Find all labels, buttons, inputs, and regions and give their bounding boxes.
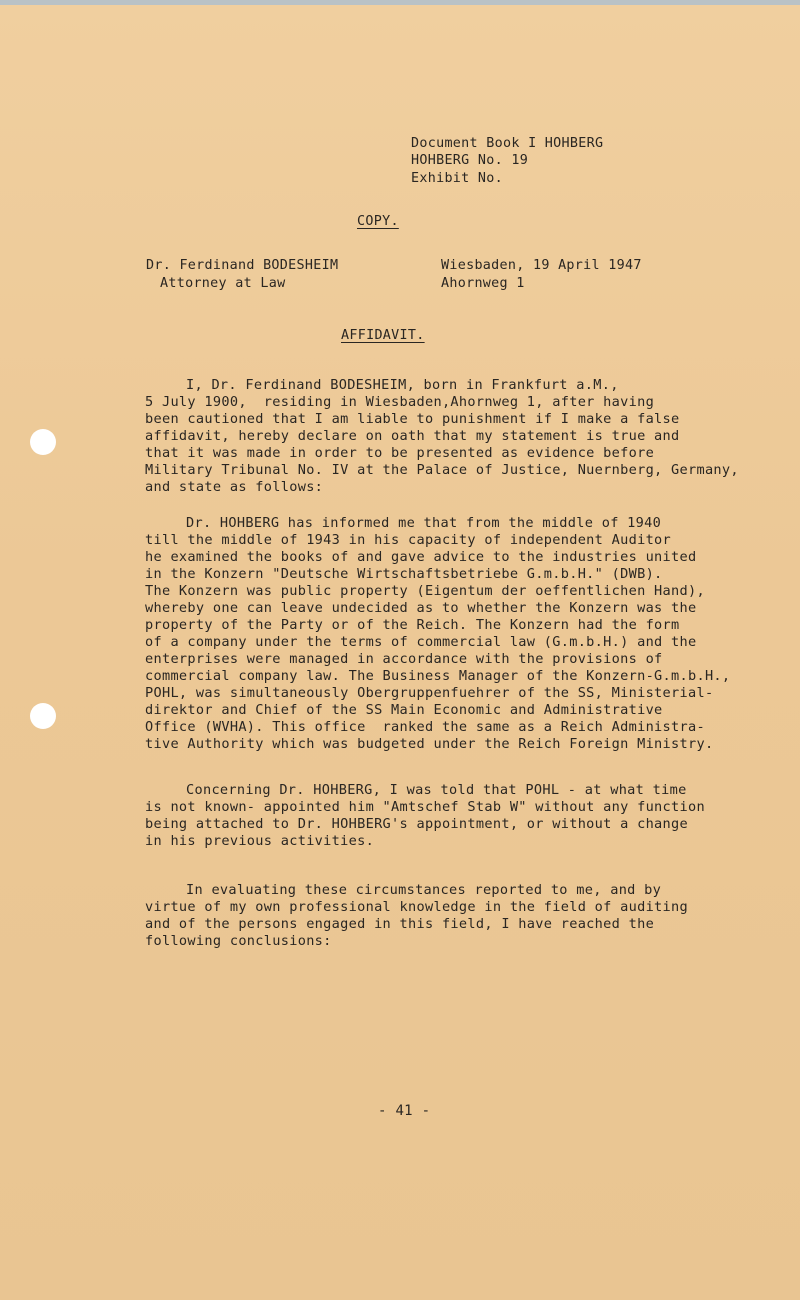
- paragraph-1-line: been cautioned that I am liable to punishment if I make a false: [145, 411, 680, 427]
- paragraph-1-line: Military Tribunal No. IV at the Palace of Justice, Nuernberg, Germany,: [145, 462, 739, 478]
- paragraph-1-line: I, Dr. Ferdinand BODESHEIM, born in Frankfurt a.M.,: [186, 377, 619, 393]
- paragraph-2-line: in the Konzern "Deutsche Wirtschaftsbetriebe G.m.b.H." (DWB).: [145, 566, 663, 582]
- paragraph-2-line: direktor and Chief of the SS Main Economic and Administrative: [145, 702, 663, 718]
- scan-top-edge: [0, 0, 800, 5]
- paragraph-4-line: and of the persons engaged in this field, I have reached the: [145, 916, 655, 932]
- copy-title: COPY.: [357, 214, 399, 229]
- paragraph-2-line: he examined the books of and gave advice to the industries united: [145, 549, 697, 565]
- paragraph-3-line: in his previous activities.: [145, 833, 375, 849]
- paragraph-3-line: being attached to Dr. HOHBERG's appointment, or without a change: [145, 816, 688, 832]
- sender-title: Attorney at Law: [160, 276, 286, 291]
- sender-name: Dr. Ferdinand BODESHEIM: [146, 258, 339, 273]
- paragraph-2-line: of a company under the terms of commercial law (G.m.b.H.) and the: [145, 634, 697, 650]
- page-number: - 41 -: [378, 1103, 431, 1119]
- exhibit-book-number-line: HOHBERG No. 19: [411, 153, 529, 168]
- paragraph-4-line: virtue of my own professional knowledge in the field of auditing: [145, 899, 688, 915]
- paragraph-1-line: that it was made in order to be presented as evidence before: [145, 445, 655, 461]
- paragraph-2-line: tive Authority which was budgeted under the Reich Foreign Ministry.: [145, 736, 714, 752]
- paragraph-1-line: affidavit, hereby declare on oath that my statement is true and: [145, 428, 680, 444]
- punch-hole-upper: [30, 429, 56, 455]
- punch-hole-lower: [30, 703, 56, 729]
- paragraph-3-line: Concerning Dr. HOHBERG, I was told that POHL - at what time: [186, 782, 687, 798]
- paragraph-2-line: POHL, was simultaneously Obergruppenfuehrer of the SS, Ministerial-: [145, 685, 714, 701]
- paragraph-3-line: is not known- appointed him "Amtschef Stab W" without any function: [145, 799, 705, 815]
- street-address: Ahornweg 1: [441, 276, 525, 291]
- affidavit-title: AFFIDAVIT.: [341, 328, 425, 343]
- paragraph-4-line: In evaluating these circumstances reported to me, and by: [186, 882, 662, 898]
- exhibit-number-line: Exhibit No.: [411, 171, 503, 186]
- paragraph-4-line: following conclusions:: [145, 933, 332, 949]
- paragraph-2-line: commercial company law. The Business Manager of the Konzern-G.m.b.H.,: [145, 668, 731, 684]
- paragraph-2-line: The Konzern was public property (Eigentum der oeffentlichen Hand),: [145, 583, 705, 599]
- paragraph-2-line: Office (WVHA). This office ranked the same as a Reich Administra-: [145, 719, 705, 735]
- paragraph-1-line: 5 July 1900, residing in Wiesbaden,Ahornweg 1, after having: [145, 394, 655, 410]
- paragraph-1-line: and state as follows:: [145, 479, 324, 495]
- city-date: Wiesbaden, 19 April 1947: [441, 258, 642, 273]
- paragraph-2-line: whereby one can leave undecided as to whether the Konzern was the: [145, 600, 697, 616]
- paragraph-2-line: till the middle of 1943 in his capacity of independent Auditor: [145, 532, 672, 548]
- document-book-line: Document Book I HOHBERG: [411, 136, 604, 151]
- paragraph-2-line: enterprises were managed in accordance with the provisions of: [145, 651, 663, 667]
- paragraph-2-line: property of the Party or of the Reich. The Konzern had the form: [145, 617, 680, 633]
- paragraph-2-line: Dr. HOHBERG has informed me that from the middle of 1940: [186, 515, 662, 531]
